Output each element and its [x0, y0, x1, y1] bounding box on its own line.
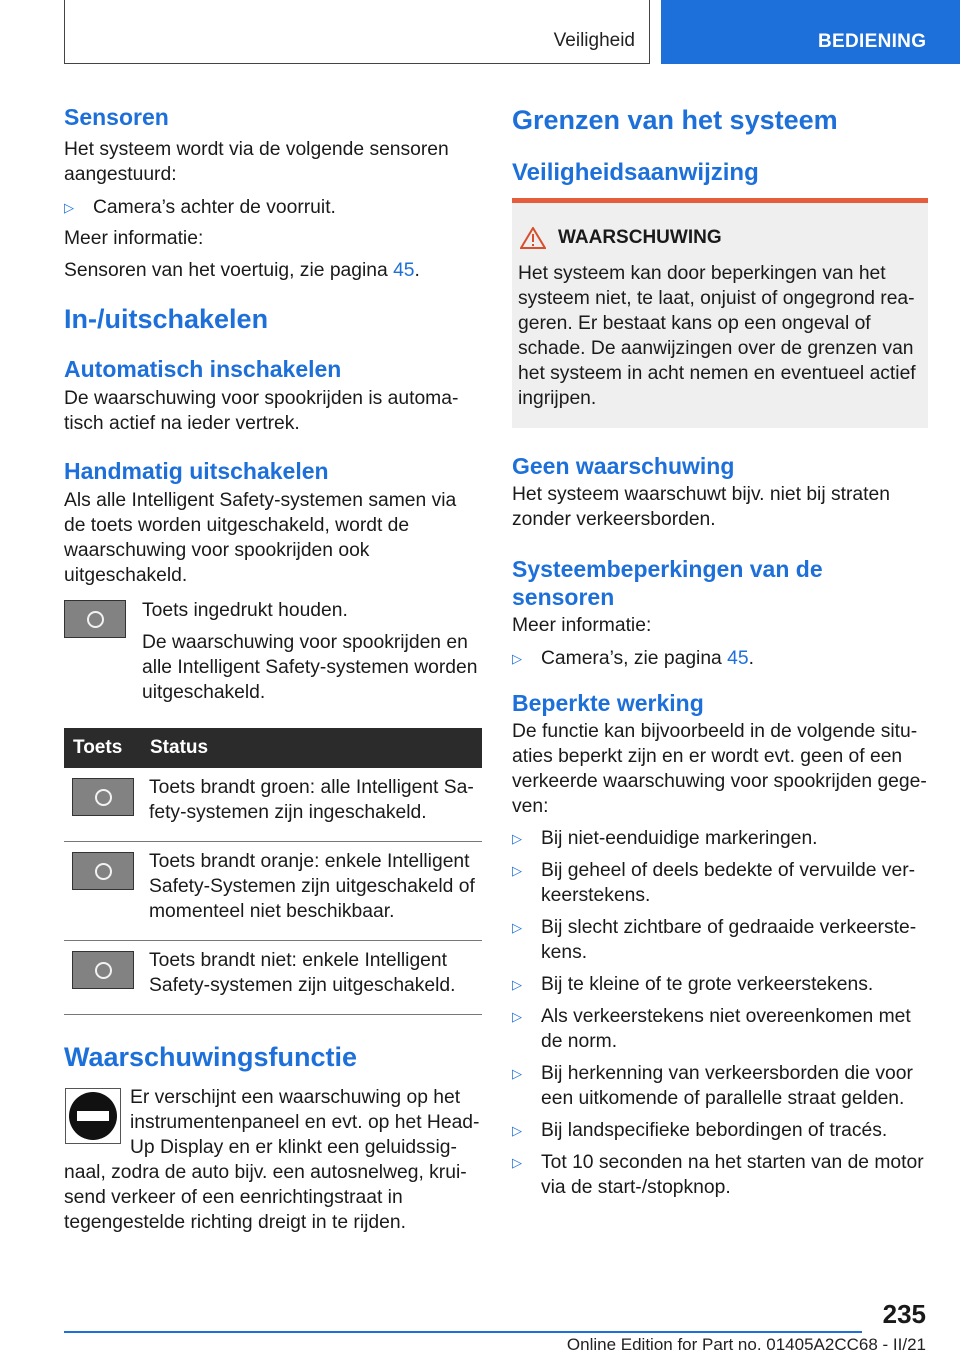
- no-entry-icon: [65, 1088, 121, 1144]
- safety-button-icon: [64, 600, 126, 638]
- table-row: [64, 941, 482, 1015]
- list-item: ▷ Bij te kleine of te grote verkeerstekens.: [512, 974, 874, 995]
- page-link-45[interactable]: 45: [393, 260, 415, 281]
- limited-text: De functie kan bijvoorbeeld in de volgende situaties beperkt zijn en er wordt evt. geen of een verkeerde waarschuwing voor spookrijden gegeven:: [512, 721, 927, 817]
- footer-divider: [64, 1331, 862, 1333]
- safety-button-orange-icon: [72, 852, 134, 890]
- sensoren-list: [64, 195, 482, 220]
- manual-step-1: Toets ingedrukt houden.: [142, 600, 348, 621]
- none-heading: Geen waarschuwing: [512, 453, 735, 479]
- auto-heading: Automatisch inschakelen: [64, 356, 342, 382]
- bullet-triangle-icon: ▷: [512, 1009, 522, 1024]
- bullet-triangle-icon: ▷: [512, 1123, 522, 1138]
- table-row: [64, 768, 482, 842]
- button-status-table: [64, 728, 482, 1015]
- header-section-box: [64, 0, 650, 64]
- bullet-triangle-icon: ▷: [512, 831, 522, 846]
- warnfunc-heading: Waarschuwingsfunctie: [64, 1042, 358, 1072]
- sensorlimits-heading: Systeembeperkingen van de sensoren: [512, 556, 823, 610]
- table-cell-status: Toets brandt niet: enkele Intelligent Safety-systemen zijn uitgeschakeld.: [141, 941, 482, 1015]
- warning-triangle-icon: [520, 227, 546, 249]
- bullet-triangle-icon: ▷: [512, 1066, 522, 1081]
- table-cell-status: Toets brandt groen: alle Intelligent Safety-systemen zijn ingeschakeld.: [141, 768, 482, 842]
- page-number: 235: [882, 1299, 926, 1329]
- sensoren-heading: Sensoren: [64, 104, 169, 130]
- warning-box: [512, 198, 928, 428]
- header-chapter-label: BEDIENING: [818, 31, 927, 52]
- safety-button-off-icon: [72, 951, 134, 989]
- sensoren-more-info: Meer informatie:: [64, 228, 204, 249]
- page-link-45[interactable]: 45: [727, 648, 749, 669]
- list-item: ▷ Camera’s, zie pagina 45.: [512, 648, 754, 669]
- warning-text: Het systeem kan door beperkingen van het systeem niet, te laat, onjuist of ongegrond reageren. Er bestaat kans op een ongeval of schade. De aanwijzingen over de grenzen van het systeem in acht nemen en eventueel actief ingrijpen.: [518, 263, 916, 409]
- table-cell-status: Toets brandt oranje: enkele Intelligent Safety-Systemen zijn uitgeschakeld of momenteel niet beschikbaar.: [141, 842, 482, 941]
- list-item: ▷ Bij landspecifieke bebordingen of tracés.: [512, 1120, 888, 1141]
- bullet-triangle-icon: ▷: [512, 977, 522, 992]
- manual-step-2: De waarschuwing voor spookrijden en alle Intelligent Safety-systemen worden uitgeschakeld.: [142, 632, 478, 703]
- sensorlimits-more: Meer informatie:: [512, 615, 652, 636]
- table-header-row: [64, 728, 482, 768]
- list-item: ▷ Bij geheel of deels bedekte of vervuilde verkeerstekens.: [512, 860, 916, 906]
- limited-list: [512, 826, 930, 1200]
- limited-heading: Beperkte werking: [512, 690, 704, 716]
- list-item: ▷ Bij herkenning van verkeersborden die voor een uitkomende of parallelle straat gelden.: [512, 1063, 913, 1109]
- warnfunc-text: Er verschijnt een waarschuwing op het instrumentenpaneel en evt. op het Head-Up Display en er klinkt een geluidssignaal, zodra de auto bijv. een autosnelweg, kruisend verkeer of een eenrichtingstraat in tegengestelde richting dreigt in te rijden.: [64, 1087, 480, 1233]
- bullet-triangle-icon: ▷: [512, 651, 522, 666]
- warnfunc-block: [64, 1085, 482, 1235]
- list-item: ▷ Tot 10 seconden na het starten van de motor via de start-/stopknop.: [512, 1152, 924, 1198]
- sensorlimits-list: [512, 646, 930, 671]
- list-item: ▷ Als verkeerstekens niet overeenkomen met de norm.: [512, 1006, 911, 1052]
- manual-text: Als alle Intelligent Safety-systemen samen via de toets worden uitgeschakeld, wordt de waarschuwing voor spookrijden ook uitgeschakeld.: [64, 490, 457, 586]
- manual-heading: Handmatig uitschakelen: [64, 458, 329, 484]
- list-item: ▷ Camera’s achter de voorruit.: [64, 197, 336, 218]
- bullet-triangle-icon: ▷: [512, 920, 522, 935]
- bullet-triangle-icon: ▷: [64, 200, 74, 215]
- sensoren-reference: Sensoren van het voertuig, zie pagina 45.: [64, 260, 420, 281]
- limits-heading: Grenzen van het systeem: [512, 105, 838, 135]
- table-row: [64, 842, 482, 941]
- auto-text: De waarschuwing voor spookrijden is automatisch actief na ieder vertrek.: [64, 388, 459, 434]
- warning-label: WAARSCHUWING: [558, 227, 722, 248]
- list-item: ▷ Bij niet-eenduidige markeringen.: [512, 828, 818, 849]
- left-column: [64, 100, 482, 1235]
- footer-edition: Online Edition for Part no. 01405A2CC68 - II/21: [566, 1335, 926, 1354]
- onoff-heading: In-/uitschakelen: [64, 304, 269, 334]
- none-text: Het systeem waarschuwt bijv. niet bij straten zonder verkeersborden.: [512, 484, 890, 530]
- right-column: [512, 100, 930, 187]
- header-section-title: Veiligheid: [553, 30, 635, 51]
- safety-button-green-icon: [72, 778, 134, 816]
- table-header-status: Status: [141, 728, 482, 768]
- header-chapter-tab[interactable]: [661, 0, 960, 64]
- list-item: ▷ Bij slecht zichtbare of gedraaide verkeerstekens.: [512, 917, 917, 963]
- table-header-toets: Toets: [64, 728, 141, 768]
- right-column-lower: [512, 452, 930, 1200]
- manual-steps: [64, 598, 482, 705]
- bullet-triangle-icon: ▷: [512, 1155, 522, 1170]
- bullet-triangle-icon: ▷: [512, 863, 522, 878]
- sensoren-intro: Het systeem wordt via de volgende sensoren aangestuurd:: [64, 139, 449, 185]
- safety-heading: Veiligheidsaanwijzing: [512, 159, 759, 186]
